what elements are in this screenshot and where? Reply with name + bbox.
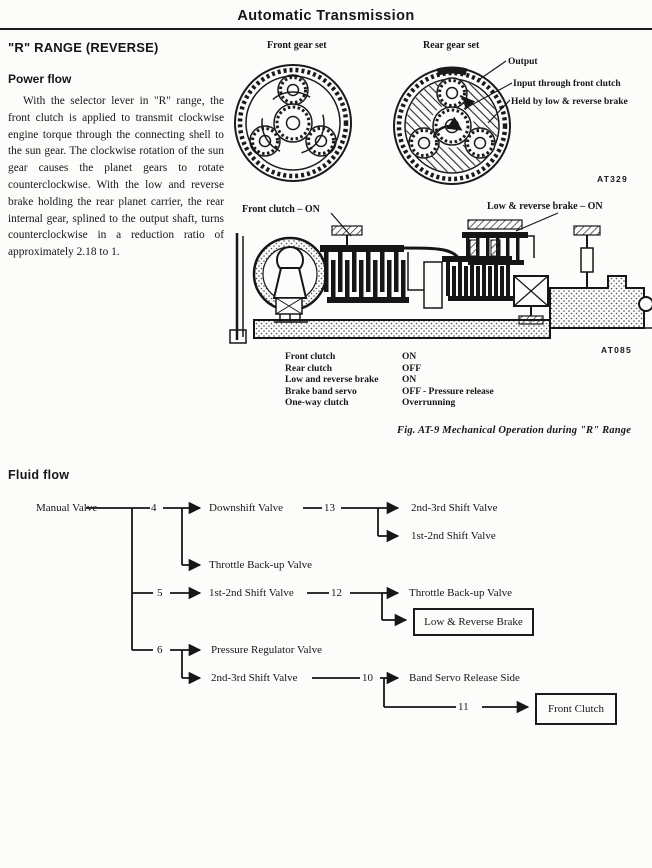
node-manual-valve: Manual Valve: [36, 502, 98, 514]
callout-output: Output: [508, 57, 538, 67]
row-value: ON: [402, 375, 417, 386]
node-downshift-valve: Downshift Valve: [209, 502, 284, 514]
body-paragraph: With the selector lever in "R" range, the front clutch is applied to transmit clockwise engine torque through the connecting shell to the sun gear. The clockwise rotation of the sun gear causes the planet gears to rotate counterclockwise. With the low and reverse brake holding the rear planet carrier, the rear internal gear, splined to the output shaft, turns counterclockwise in a reduction ratio of approximately 2.18 to 1.: [8, 95, 224, 259]
node-line-6: 6: [157, 644, 163, 656]
node-low-reverse-brake-box: [413, 608, 534, 636]
node-line-4: 4: [151, 502, 157, 514]
row-value: OFF - Pressure release: [402, 386, 494, 397]
section-heading: "R" RANGE (REVERSE): [8, 40, 159, 55]
front-clutch-box-label: Front Clutch: [548, 703, 604, 715]
power-flow-section: [8, 38, 224, 261]
subsection-heading: Power flow: [8, 72, 72, 86]
node-line-12: 12: [331, 587, 342, 599]
node-line-10: 10: [362, 672, 373, 684]
figure-caption: Fig. AT-9 Mechanical Operation during "R" Range: [397, 425, 632, 436]
table-row: [285, 364, 545, 376]
node-pressure-regulator-valve: Pressure Regulator Valve: [211, 644, 322, 656]
table-row: [285, 375, 545, 387]
front-gear-set-label: Front gear set: [267, 40, 327, 51]
callout-held: Held by low & reverse brake: [511, 97, 628, 107]
header-rule: [0, 28, 652, 30]
front-gear-set-drawing: [235, 65, 351, 181]
row-label: Brake band servo: [285, 386, 357, 397]
table-row: [285, 352, 545, 364]
row-label: One-way clutch: [285, 398, 349, 409]
row-value: Overrunning: [402, 398, 456, 409]
figure-code-at085: AT085: [601, 345, 632, 355]
node-1st-2nd-shift-valve-mid: 1st-2nd Shift Valve: [209, 587, 294, 599]
fluid-flow-heading: Fluid flow: [8, 468, 70, 482]
row-label: Front clutch: [285, 352, 336, 362]
page-header-title: Automatic Transmission: [237, 8, 415, 24]
node-throttle-backup-valve-1: Throttle Back-up Valve: [209, 559, 313, 571]
output-marker: [438, 70, 467, 72]
rear-gear-set-drawing: [394, 68, 510, 184]
node-line-13: 13: [324, 502, 335, 514]
node-line-11: 11: [458, 701, 469, 713]
node-front-clutch-box: [535, 693, 617, 725]
table-row: [285, 398, 545, 410]
front-clutch-on-label: Front clutch – ON: [242, 204, 320, 215]
figure-code-at329: AT329: [597, 174, 628, 184]
fluid-flow-connectors: [0, 460, 652, 730]
callout-input: Input through front clutch: [513, 79, 621, 89]
mechanical-cross-section: [228, 200, 652, 350]
low-reverse-brake-box-label: Low & Reverse Brake: [424, 616, 523, 628]
row-value: ON: [402, 352, 417, 362]
node-band-servo-release-side: Band Servo Release Side: [409, 672, 520, 684]
row-label: Low and reverse brake: [285, 375, 379, 386]
rear-gear-set-label: Rear gear set: [423, 40, 480, 51]
state-table: [285, 352, 545, 410]
node-2nd-3rd-shift-valve-top: 2nd-3rd Shift Valve: [411, 502, 498, 514]
row-value: OFF: [402, 363, 421, 374]
node-throttle-backup-valve-2: Throttle Back-up Valve: [409, 587, 513, 599]
row-label: Rear clutch: [285, 363, 333, 374]
table-row: [285, 387, 545, 399]
node-line-5: 5: [157, 587, 163, 599]
low-reverse-brake-on-label: Low & reverse brake – ON: [487, 201, 603, 212]
node-2nd-3rd-shift-valve-bottom: 2nd-3rd Shift Valve: [211, 672, 298, 684]
gear-sets-figure: [228, 38, 652, 198]
node-1st-2nd-shift-valve-top: 1st-2nd Shift Valve: [411, 530, 496, 542]
